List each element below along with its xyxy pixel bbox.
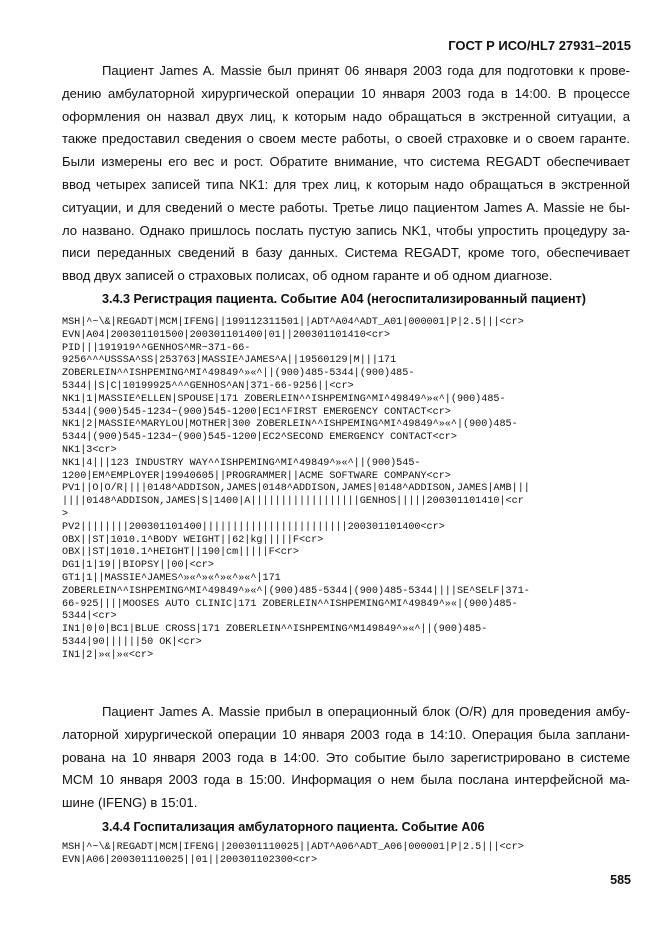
code-line: > [62, 508, 69, 520]
code-line: IN1|2|»«|»«<cr> [62, 649, 154, 661]
code-line: GT1|1||MASSIE^JAMES^»«^»«^»«^»«^|171 [62, 572, 281, 584]
page-number: 585 [610, 873, 631, 887]
section-heading-3-4-3: 3.4.3 Регистрация пациента. Событие A04 (негоспитализированный пациент) [102, 292, 586, 306]
code-line: PV2||||||||200301101400||||||||||||||||||||||||200301101400<cr> [62, 521, 445, 533]
section-heading-3-4-4: 3.4.4 Госпитализация амбулаторного пациента. Событие A06 [102, 820, 485, 834]
paragraph-admission [62, 60, 630, 288]
code-line: OBX||ST|1010.1^HEIGHT||190|cm|||||F<cr> [62, 547, 299, 559]
code-line: PID|||191919^^GENHOS^MR~371-66- [62, 342, 251, 354]
code-line: NK1|2|MASSIE^MARYLOU|MOTHER|300 ZOBERLEIN^^ISHPEMING^MI^49849^»«^|(900)485- [62, 419, 518, 431]
code-line: EVN|A06|200301110025||01||200301102300<cr> [62, 854, 318, 866]
code-line: MSH|^~\&|REGADT|MCM|IFENG||199112311501||ADT^A04^ADT_A01|000001|P|2.5|||<cr> [62, 317, 524, 328]
code-line: 5344|<cr> [62, 611, 117, 623]
paragraph-line: дению амбулаторной хирургической операции 10 января 2003 года в 14:00. В процессе [62, 85, 630, 101]
paragraph-line: также предоставил сведения о своем месте работы, о своей страховке и о своем гаранте. [62, 131, 630, 147]
paragraph-line: писи переданных сведений в базу данных. Система REGADT, кроме того, обеспечивает [62, 245, 630, 261]
code-line: ||||0148^ADDISON,JAMES|S|1400|A||||||||||||||||||GENHOS|||||200301101410|<cr [62, 496, 524, 508]
paragraph-line: шине (IFENG) в 15:01. [62, 795, 198, 811]
code-line: 5344|(900)545-1234~(900)545-1200|EC2^SECOND EMERGENCY CONTACT<cr> [62, 432, 457, 444]
code-line: ZOBERLEIN^^ISHPEMING^MI^49849^»«^|(900)485-5344|(900)485-5344||||SE^SELF|371- [62, 585, 530, 597]
code-line: MSH|^~\&|REGADT|MCM|IFENG||200301110025||ADT^A06^ADT_A06|000001|P|2.5|||<cr> [62, 842, 524, 853]
paragraph-line: ввод четырех записей типа NK1: для трех лиц, к которым надо обращаться в экстренной [62, 176, 630, 192]
code-line: NK1|4|||123 INDUSTRY WAY^^ISHPEMING^MI^49849^»«^||(900)545- [62, 457, 421, 469]
code-line: 5344|(900)545-1234~(900)545-1200|EC1^FIRST EMERGENCY CONTACT<cr> [62, 406, 451, 418]
code-line: 9256^^^USSSA^SS|253763|MASSIE^JAMES^A||19560129|M|||171 [62, 355, 397, 367]
code-line: DG1|1|19||BIOPSY||00|<cr> [62, 560, 214, 572]
paragraph-line: латорной хирургической операции 10 января 2003 года в 14:10. Операция была заплани- [62, 726, 630, 742]
code-line: 66-925||||MOOSES AUTO CLINIC|171 ZOBERLEIN^^ISHPEMING^MI^49849^»«|(900)485- [62, 598, 518, 610]
code-line: 1200|EM^EMPLOYER|19940605||PROGRAMMER||ACME SOFTWARE COMPANY<cr> [62, 470, 451, 482]
code-line: OBX||ST|1010.1^BODY WEIGHT||62|kg|||||F<cr> [62, 534, 324, 546]
code-line: EVN|A04|200301101500|200301101400|01||200301101410<cr> [62, 329, 391, 341]
paragraph-line: рована на 10 января 2003 года в 14:00. Это событие было зарегистрировано в системе [62, 749, 630, 765]
paragraph-line: ло названо. Однако пришлось послать пустую запись NK1, чтобы упростить процедуру за- [62, 222, 630, 238]
hl7-message-a04 [62, 317, 634, 663]
code-line: IN1|0|0|BC1|BLUE CROSS|171 ZOBERLEIN^^ISHPEMING^M149849^»«^||(900)485- [62, 624, 488, 636]
code-line: 5344|90||||||50 OK|<cr> [62, 636, 202, 648]
code-line: NK1|1|MASSIE^ELLEN|SPOUSE|171 ZOBERLEIN^^ISHPEMING^MI^49849^»«^|(900)485- [62, 393, 506, 405]
paragraph-line: Были измерены его вес и рост. Обратите внимание, что система REGADT обеспечивает [62, 154, 630, 170]
paragraph-line: ситуации, и для сведений о месте работы. Третье лицо пациентом James A. Massie не бы- [62, 199, 630, 215]
code-line: 5344||S|C|10199925^^^GENHOS^AN|371-66-9256||<cr> [62, 380, 354, 392]
code-line: PV1||O|O/R||||0148^ADDISON,JAMES|0148^ADDISON,JAMES|0148^ADDISON,JAMES|AMB||| [62, 483, 530, 495]
paragraph-line: Пациент James A. Massie был принят 06 января 2003 года для подготовки к прове- [102, 63, 630, 78]
code-line: NK1|3<cr> [62, 444, 117, 456]
code-line: ZOBERLEIN^^ISHPEMING^MI^49849^»«^||(900)485-5344|(900)485- [62, 368, 415, 380]
document-header: ГОСТ Р ИСО/HL7 27931–2015 [448, 38, 631, 53]
paragraph-operating-room [62, 701, 630, 815]
paragraph-line: ввод двух записей о страховых полисах, об одном гаранте и об одном диагнозе. [62, 268, 553, 284]
hl7-message-a06 [62, 842, 634, 868]
paragraph-line: оформления он назвал двух лиц, к которым надо обращаться в экстренной ситуации, а [62, 108, 630, 124]
paragraph-line: MCM 10 января 2003 года в 15:00. Информация о нем была послана интерфейсной ма- [62, 772, 630, 788]
paragraph-line: Пациент James A. Massie прибыл в операционный блок (O/R) для проведения амбу- [102, 704, 630, 719]
